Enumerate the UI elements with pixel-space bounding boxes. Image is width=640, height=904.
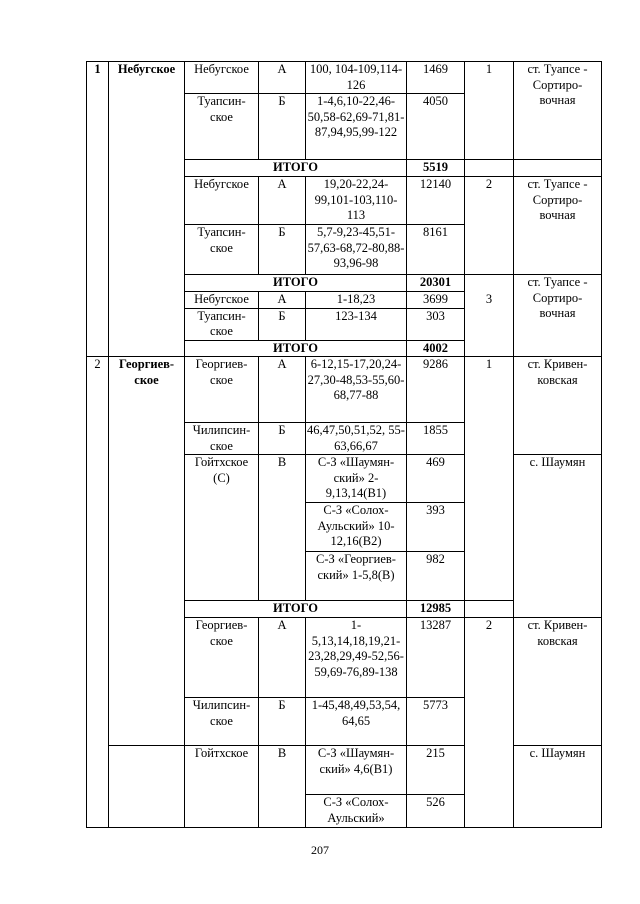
total-label: ИТОГО (185, 340, 407, 357)
class-cell: А (259, 177, 306, 225)
empty-cell (109, 795, 185, 828)
station-cell: ст. Кривен-ковская (514, 357, 602, 455)
population-cell: 4050 (407, 94, 465, 160)
empty-cell (465, 160, 514, 177)
houses-cell: С-З «Шаумян-ский» 4,6(В1) (306, 746, 407, 795)
school-cell: Георгиев-ское (185, 618, 259, 698)
total-sum: 20301 (407, 275, 465, 292)
population-cell: 9286 (407, 357, 465, 423)
total-sum: 5519 (407, 160, 465, 177)
houses-cell: 100, 104-109,114-126 (306, 62, 407, 94)
settlement-name: Небугское (109, 62, 185, 357)
houses-cell: С-З «Шаумян-ский» 2-9,13,14(В1) (306, 455, 407, 503)
population-cell: 1469 (407, 62, 465, 94)
houses-cell: С-З «Солох-Аульский» (306, 795, 407, 828)
class-cell: А (259, 357, 306, 423)
class-cell: А (259, 292, 306, 309)
group-cell: 1 (465, 357, 514, 601)
school-cell: Чилипсин-ское (185, 423, 259, 455)
population-cell: 982 (407, 552, 465, 601)
population-cell: 469 (407, 455, 465, 503)
empty-cell (109, 746, 185, 795)
empty-cell (514, 160, 602, 177)
class-cell: А (259, 618, 306, 698)
houses-cell: 1-45,48,49,53,54, 64,65 (306, 698, 407, 746)
houses-cell: 1-5,13,14,18,19,21-23,28,29,49-52,56-59,69-76,89-138 (306, 618, 407, 698)
population-cell: 12140 (407, 177, 465, 225)
houses-cell: 46,47,50,51,52, 55-63,66,67 (307, 423, 405, 453)
school-cell: Небугское (185, 62, 259, 94)
total-label: ИТОГО (185, 601, 407, 618)
houses-cell: 123-134 (306, 308, 407, 340)
total-label: ИТОГО (185, 275, 407, 292)
station-cell: ст. Туапсе - Сортиро-вочная (514, 62, 602, 160)
population-cell: 3699 (407, 292, 465, 309)
station-cell: ст. Туапсе - Сортиро-вочная (514, 177, 602, 275)
row-number: 1 (87, 62, 109, 357)
school-cell: Георгиев-ское (185, 357, 259, 423)
total-sum: 4002 (407, 340, 465, 357)
population-cell: 526 (407, 795, 465, 828)
population-cell: 215 (407, 746, 465, 795)
group-cell: 1 (465, 62, 514, 160)
settlement-name: Георгиев-ское (109, 357, 185, 746)
school-cell: Туапсин-ское (185, 225, 259, 275)
class-cell: Б (259, 94, 306, 160)
population-cell: 1855 (407, 423, 465, 455)
school-cell: Туапсин-ское (185, 308, 259, 340)
school-cell: Чилипсин-ское (185, 698, 259, 746)
station-cell: ст. Туапсе - Сортиро-вочная (514, 275, 602, 357)
class-cell: Б (259, 225, 306, 275)
population-cell: 5773 (407, 698, 465, 746)
population-cell: 393 (407, 503, 465, 552)
station-cell: ст. Кривен-ковская (514, 618, 602, 746)
houses-cell: 19,20-22,24-99,101-103,110-113 (306, 177, 407, 225)
group-cell: 2 (465, 177, 514, 275)
class-cell: В (259, 455, 306, 601)
school-cell: Гойтхское (185, 746, 259, 828)
empty-cell (465, 275, 514, 292)
population-cell: 8161 (407, 225, 465, 275)
group-cell: 2 (465, 618, 514, 828)
total-sum: 12985 (407, 601, 465, 618)
population-cell: 303 (407, 308, 465, 340)
document-table (86, 61, 602, 828)
row-number: 2 (87, 357, 109, 828)
school-cell: Гойтхское (С) (185, 455, 259, 601)
total-label: ИТОГО (185, 160, 407, 177)
group-cell: 3 (465, 292, 514, 357)
class-cell: Б (259, 308, 306, 340)
station-cell: с. Шаумян (514, 455, 602, 618)
class-cell: Б (259, 423, 306, 455)
class-cell: В (259, 746, 306, 828)
houses-cell: С-З «Солох-Аульский» 10-12,16(В2) (306, 503, 407, 552)
class-cell: Б (259, 698, 306, 746)
houses-cell: С-З «Георгиев-ский» 1-5,8(В) (306, 552, 407, 601)
school-cell: Туапсин-ское (185, 94, 259, 160)
class-cell: А (259, 62, 306, 94)
population-cell: 13287 (407, 618, 465, 698)
school-cell: Небугское (185, 292, 259, 309)
page-number: 207 (311, 843, 329, 857)
houses-cell: 5,7-9,23-45,51-57,63-68,72-80,88-93,96-98 (306, 225, 407, 275)
school-cell: Небугское (185, 177, 259, 225)
houses-cell: 1-4,6,10-22,46-50,58-62,69-71,81-87,94,95,99-122 (306, 94, 407, 160)
station-cell: с. Шаумян (514, 746, 602, 828)
empty-cell (465, 601, 514, 618)
houses-cell: 1-18,23 (306, 292, 407, 309)
houses-cell: 6-12,15-17,20,24-27,30-48,53-55,60-68,77-88 (306, 357, 407, 423)
